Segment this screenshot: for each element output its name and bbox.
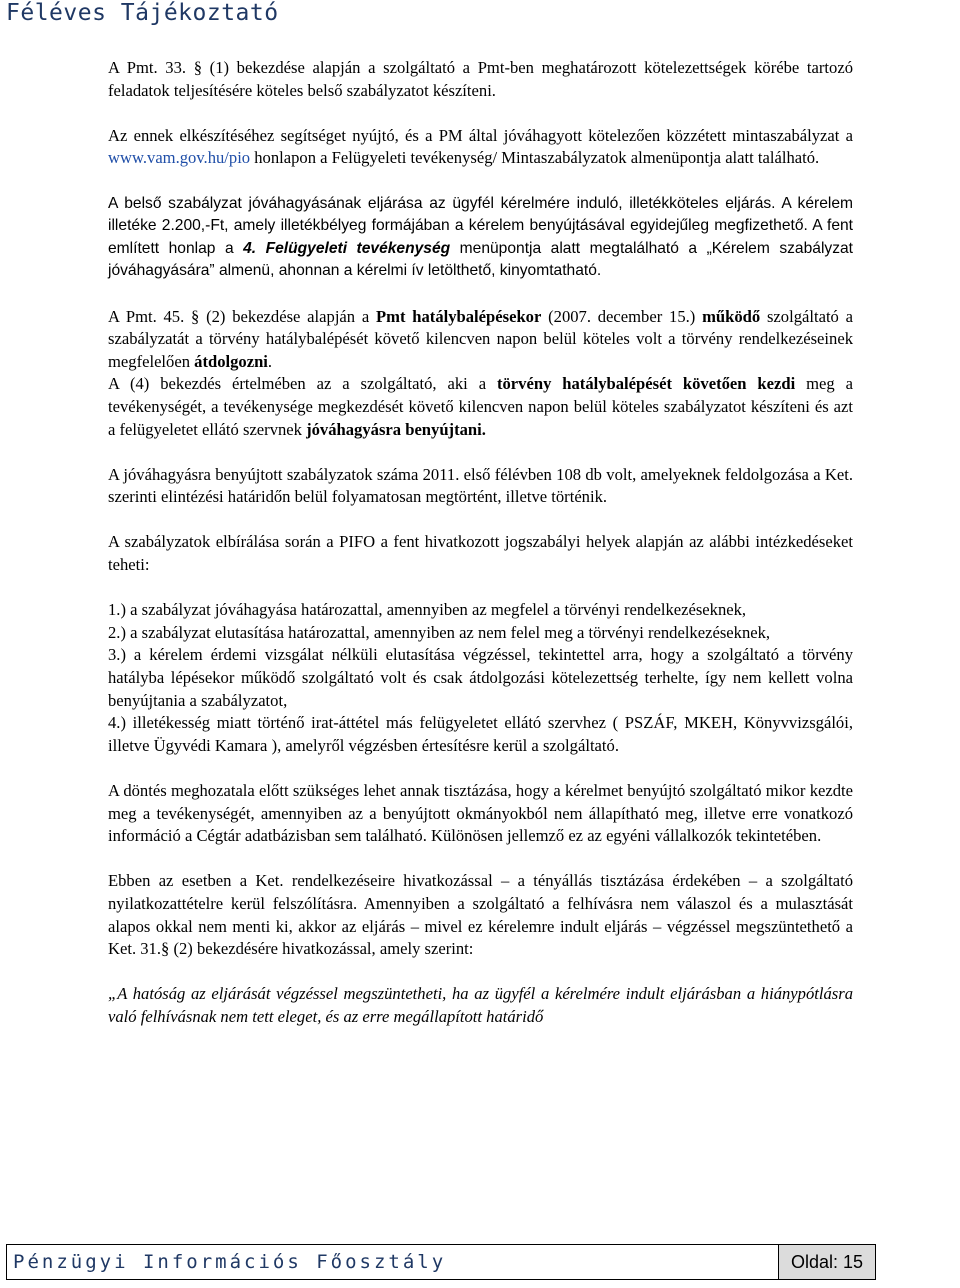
vam-website-link[interactable]: www.vam.gov.hu/pio (108, 148, 251, 168)
paragraph-5-text-a: A (4) bekezdés értelmében az a szolgáltató, aki a (108, 374, 497, 394)
paragraph-3 (108, 193, 853, 283)
paragraph-3-text-b: menüpontja alatt megtalálható a „Kérelem szabályzat jóváhagyására” almenü, ahonnan a kérelmi ív letölthető, kinyomtatható. (108, 239, 854, 280)
list-item-3: 3.) a kérelem érdemi vizsgálat nélküli elutasítása végzéssel, tekintettel arra, hogy a szolgáltató a törvény hatályba lépésekor működő szolgáltató volt és csak átdolgozási kötelezettség terhelte, így nem kellett volna benyújtania a szabályzatot, (108, 645, 853, 710)
paragraph-4-text-a: A Pmt. 45. § (2) bekezdése alapján a (108, 306, 377, 326)
page-footer (6, 1244, 876, 1280)
legal-quote (108, 983, 853, 1028)
paragraph-4-text-d: . (267, 351, 273, 371)
list-item-2: 2.) a szabályzat elutasítása határozattal, amennyiben az nem felel meg a törvényi rendelkezéseknek, (108, 622, 771, 642)
paragraph-4-text-c: szolgáltató a szabályzatát a törvény hatálybalépését követő kilencven napon belül köteles volt a törvény rendelkezéseinek megfelelően (108, 306, 853, 371)
paragraph-2-text-a: Az ennek elkészítéséhez segítséget nyújtó, és a PM által jóváhagyott kötelezően közzétett mintaszabályzat a (108, 125, 853, 145)
paragraph-5-bold-1: törvény hatálybalépését követően kezdi (496, 374, 796, 394)
footer-department: Pénzügyi Információs Főosztály (13, 1251, 447, 1273)
paragraph-7: A szabályzatok elbírálása során a PIFO a fent hivatkozott jogszabályi helyek alapján az alábbi intézkedéseket teheti: (108, 532, 853, 575)
paragraph-3-emphasis: 4. Felügyeleti tevékenység (243, 239, 451, 257)
paragraph-2 (108, 125, 853, 170)
paragraph-4-text-b: (2007. december 15.) (541, 306, 703, 326)
paragraph-4-bold-2: működő (702, 306, 761, 326)
page-header-title: Féléves Tájékoztató (6, 0, 279, 26)
paragraph-4-bold-1: Pmt hatálybalépésekor (376, 306, 542, 326)
paragraph-5 (108, 373, 853, 441)
paragraph-5-bold-2: jóváhagyásra benyújtani. (306, 419, 486, 439)
paragraph-4 (108, 306, 853, 374)
paragraph-6: A jóváhagyásra benyújtott szabályzatok száma 2011. első félévben 108 db volt, amelyeknek feldolgozása a Ket. szerinti elintézési határidőn belül folyamatosan megtörtént, illetve történik. (108, 464, 853, 507)
footer-page-number: Oldal: 15 (778, 1245, 875, 1279)
paragraph-2-text-b: honlapon a Felügyeleti tevékenység/ Mintaszabályzatok almenüpontja alatt található. (250, 148, 820, 168)
paragraph-8: A döntés meghozatala előtt szükséges lehet annak tisztázása, hogy a kérelmet benyújtó szolgáltató mikor kezdte meg a tevékenységét, amennyiben az a benyújtott okmányokból nem állapítható meg, illetve erre vonatkozó információ a Cégtár adatbázisban sem található. Különösen jellemző ez az egyéni vállalkozók tekintetében. (108, 781, 853, 846)
paragraph-5-text-b: meg a tevékenységét, a tevékenysége megkezdését követő kilencven napon belül köteles szabályzatot készíteni és azt a felügyeletet ellátó szervnek (108, 374, 854, 439)
legal-quote-text: „A hatóság az eljárását végzéssel megszüntetheti, ha az ügyfél a kérelmére indult eljárásban a hiánypótlásra való felhívásnak nem tett eleget, és az erre megállapított határidő (108, 984, 853, 1026)
paragraph-1: A Pmt. 33. § (1) bekezdése alapján a szolgáltató a Pmt-ben meghatározott kötelezettségek körébe tartozó feladatok teljesítésére köteles belső szabályzatot készíteni. (108, 58, 853, 100)
paragraph-3-text-a: A belső szabályzat jóváhagyásának eljárása az ügyfél kérelmére induló, illetékköteles eljárás. A kérelem illetéke 2.200,-Ft, amely illetékbélyeg formájában a kérelem benyújtásával egyidejűleg megfizethető. A fent említett honlap a (108, 194, 853, 257)
paragraph-4-bold-3: átdolgozni (194, 351, 268, 371)
list-item-4: 4.) illetékesség miatt történő irat-áttétel más felügyeletet ellátó szervhez ( PSZÁF, MKEH, Könyvvizsgálói, illetve Ügyvédi Kamara ), amelyről végzésben értesítésre kerül a szolgáltató. (108, 713, 853, 755)
list-item-1: 1.) a szabályzat jóváhagyása határozattal, amennyiben az megfelel a törvényi rendelkezéseknek, (108, 600, 747, 620)
document-body (108, 57, 853, 1029)
paragraph-9: Ebben az esetben a Ket. rendelkezéseire hivatkozással – a tényállás tisztázása érdekében – a szolgáltató nyilatkozattételre kerül felszólításra. Amennyiben a szolgáltató a felhívásra nem válaszol és a mulasztását alapos okkal nem menti ki, akkor az eljárás – mivel ez kérelemre indult eljárás – végzéssel megszüntethető a Ket. 31.§ (2) bekezdésére hivatkozással, amely szerint: (108, 871, 853, 959)
